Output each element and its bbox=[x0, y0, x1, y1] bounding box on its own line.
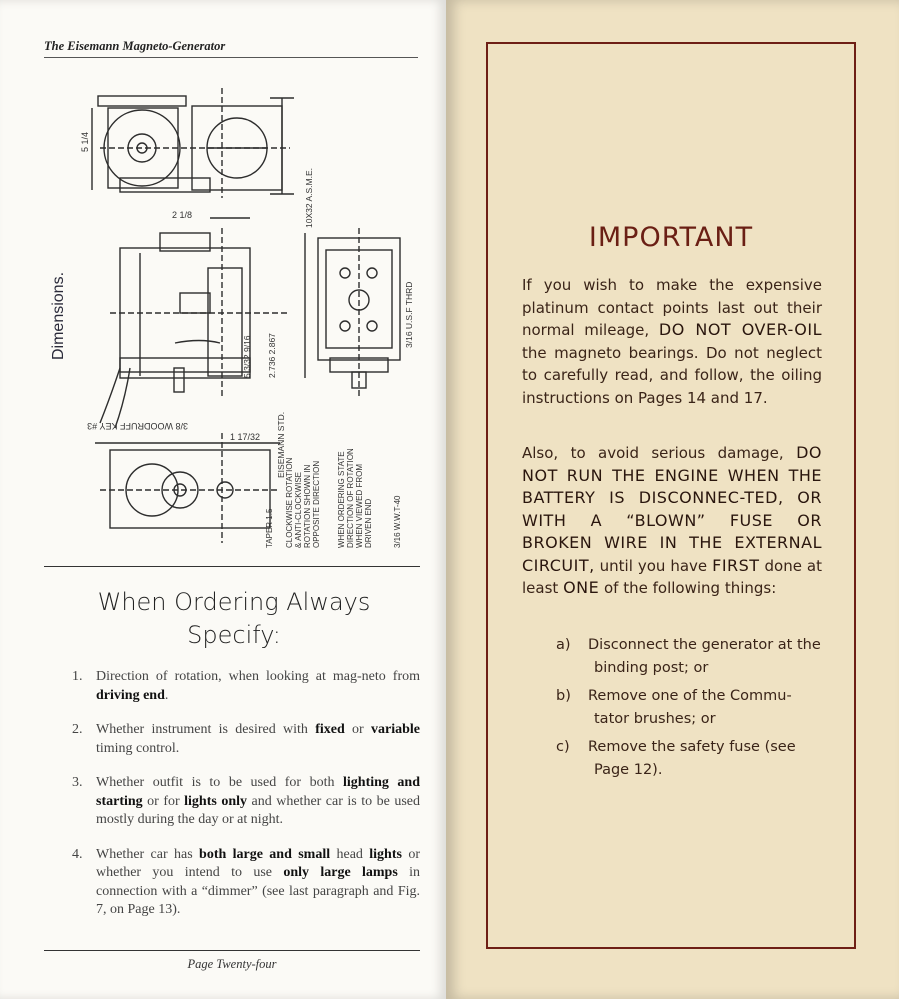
ordering-heading bbox=[44, 586, 424, 652]
important-box bbox=[486, 42, 856, 949]
svg-text:OPPOSITE DIRECTION: OPPOSITE DIRECTION bbox=[312, 460, 321, 548]
side-view bbox=[100, 210, 290, 428]
list-item: 4. Whether car has both large and small head lights or whether you intend to use only large lamps in connection with a “dimmer” (see last paragraph and Fig. 7, on Page 13). bbox=[72, 846, 421, 917]
section-rule bbox=[44, 566, 420, 567]
ordering-heading-line1: When Ordering Always bbox=[97, 588, 371, 616]
svg-text:5 1/4: 5 1/4 bbox=[80, 131, 90, 152]
footer-rule bbox=[44, 950, 420, 951]
svg-text:2.736 2.867: 2.736 2.867 bbox=[267, 333, 277, 378]
page-footer: Page Twenty-four bbox=[187, 957, 277, 971]
list-item: 1. Direction of rotation, when looking at mag-neto from driving end. bbox=[72, 669, 420, 703]
left-page bbox=[0, 0, 446, 999]
list-item: c) Remove the safety fuse (see Page 12). bbox=[556, 739, 796, 778]
running-head: The Eisemann Magneto-Generator bbox=[44, 39, 226, 53]
svg-text:WHEN ORDERING STATE: WHEN ORDERING STATE bbox=[337, 451, 346, 548]
list-item: 2. Whether instrument is desired with fixed or variable timing control. bbox=[72, 722, 420, 756]
list-item: 3. Whether outfit is to be used for both lighting and starting or for lights only and whether car is to be used mostly during the day or at night. bbox=[72, 775, 420, 827]
list-item: b) Remove one of the Commu- tator brushes; or bbox=[556, 688, 792, 727]
svg-text:CLOCKWISE ROTATION: CLOCKWISE ROTATION bbox=[285, 457, 294, 548]
front-view bbox=[305, 228, 414, 398]
important-title: IMPORTANT bbox=[588, 222, 754, 253]
svg-text:EISEMANN STD.: EISEMANN STD. bbox=[276, 411, 286, 478]
end-view-top bbox=[80, 88, 294, 198]
ordering-heading-line2: Specify: bbox=[187, 621, 281, 649]
svg-text:& ANTI-CLOCKWISE: & ANTI-CLOCKWISE bbox=[294, 471, 303, 548]
oiling-paragraph: If you wish to make the expensive platinum contact points last out their normal mileage, DO NOT OVER-OIL the magneto bearings. Do not neglect to carefully read, and follow, the oiling instructions on Pages 14 and 17. bbox=[522, 276, 822, 407]
svg-text:3/16 W.W.T-40: 3/16 W.W.T-40 bbox=[393, 495, 402, 548]
steps-list bbox=[556, 634, 826, 787]
svg-text:10X32 A.S.M.E.: 10X32 A.S.M.E. bbox=[304, 167, 314, 228]
dimension-drawing bbox=[80, 78, 425, 553]
dimensions-label: Dimensions. bbox=[50, 271, 67, 360]
svg-text:2 1/8: 2 1/8 bbox=[172, 210, 193, 220]
rotation-notes bbox=[265, 448, 402, 548]
engine-warning-paragraph: Also, to avoid serious damage, DO NOT RUN THE ENGINE WHEN THE BATTERY IS DISCONNEC-TED, OR WITH A “BLOWN” FUSE OR BROKEN WIRE IN THE EXTERNAL CIRCUIT, until you have FIRST done at least ONE of the following things: bbox=[522, 443, 823, 597]
svg-text:1 17/32: 1 17/32 bbox=[230, 432, 261, 442]
right-page bbox=[446, 0, 899, 999]
header-rule bbox=[44, 57, 418, 58]
svg-text:WHEN VIEWED FROM: WHEN VIEWED FROM bbox=[355, 464, 364, 548]
svg-text:DIRECTION OF ROTATION: DIRECTION OF ROTATION bbox=[346, 448, 355, 548]
woodruff-label: 3/8 WOODRUFF KEY #3 bbox=[87, 421, 188, 431]
bottom-view bbox=[95, 432, 280, 543]
svg-text:DRIVEN END: DRIVEN END bbox=[364, 498, 373, 548]
svg-text:TAPER 1.5: TAPER 1.5 bbox=[265, 508, 274, 548]
ordering-list bbox=[72, 668, 420, 936]
svg-text:5 3/32 9/16: 5 3/32 9/16 bbox=[242, 335, 252, 378]
list-item: a) Disconnect the generator at the binding post; or bbox=[556, 637, 821, 676]
svg-text:3/16 U.S.F THRD: 3/16 U.S.F THRD bbox=[404, 281, 414, 348]
svg-text:ROTATION SHOWN IN: ROTATION SHOWN IN bbox=[303, 464, 312, 548]
